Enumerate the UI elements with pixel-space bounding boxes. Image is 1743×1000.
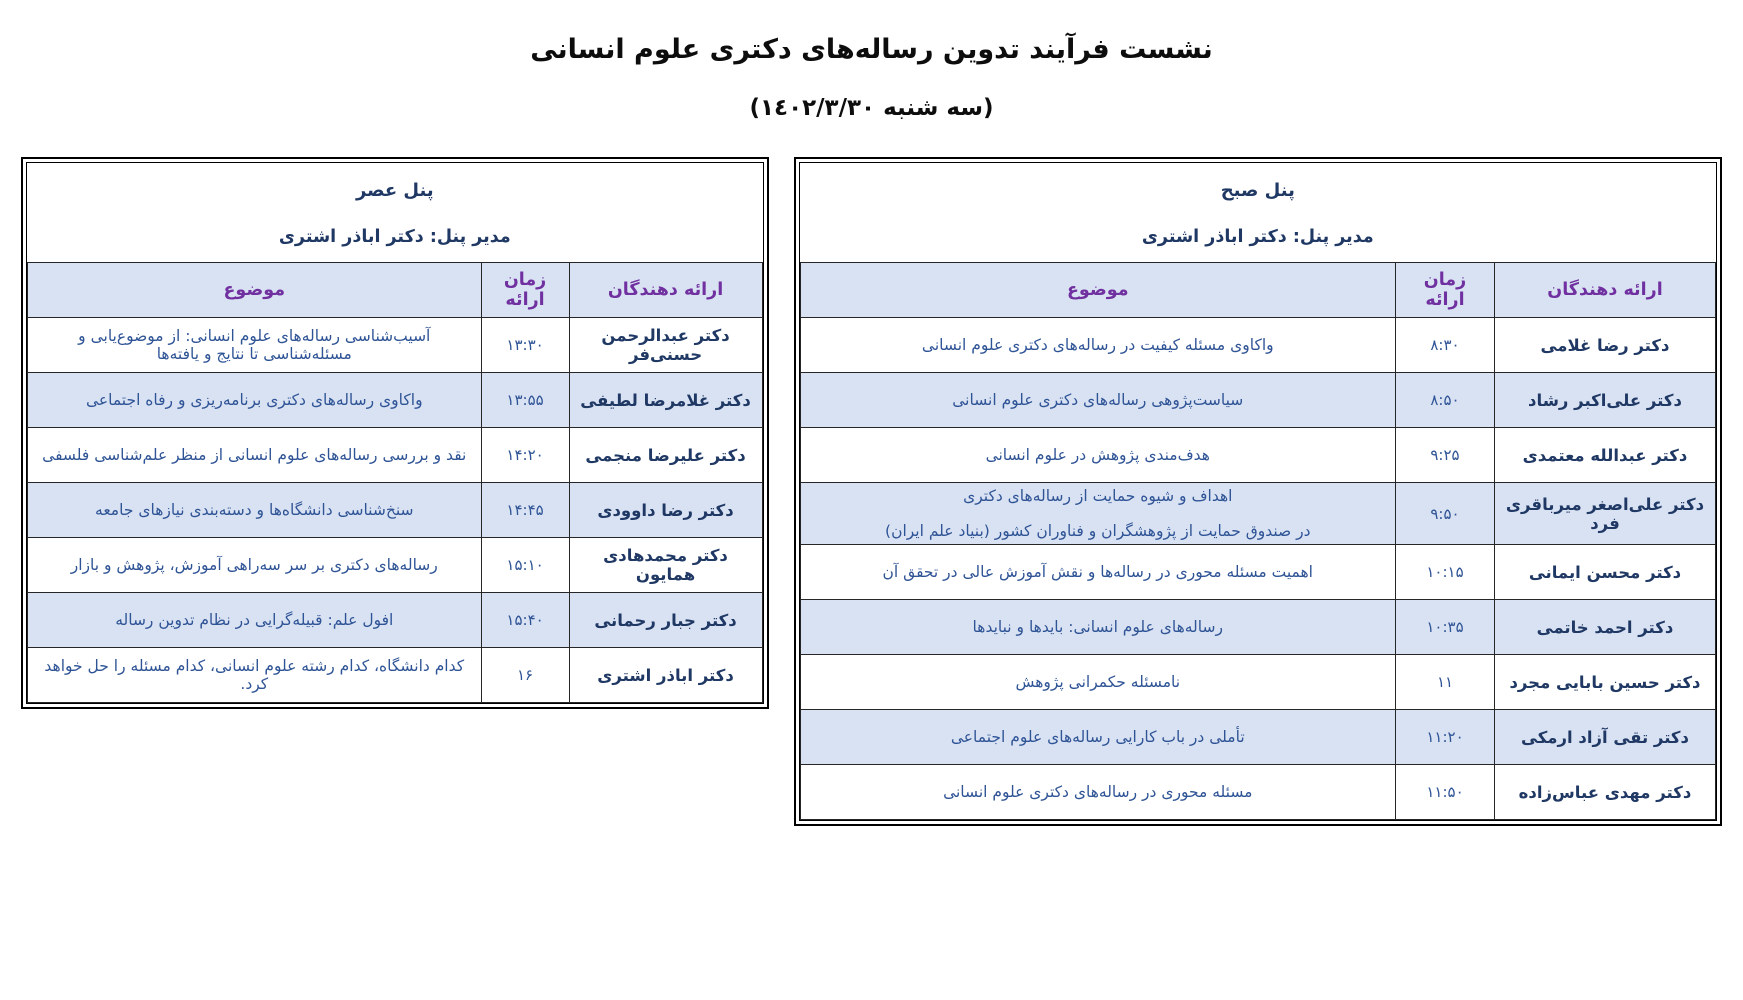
topic-cell bbox=[28, 593, 482, 648]
presenter-name: دکتر رضا غلامی bbox=[1495, 318, 1716, 373]
topic-cell bbox=[28, 428, 482, 483]
topic-text: نامسئله حکمرانی پژوهش bbox=[1015, 673, 1181, 691]
topic-cell bbox=[800, 655, 1395, 710]
topic-text: رساله‌های علوم انسانی: بایدها و نبایدها bbox=[972, 618, 1223, 636]
evening-panel-manager: مدیر پنل: دکتر اباذر اشتری bbox=[278, 227, 511, 247]
presentation-time: ۱۳:۵۵ bbox=[481, 373, 569, 428]
schedule-row bbox=[800, 600, 1715, 655]
topic-cell bbox=[28, 318, 482, 373]
topic-text: سیاست‌پژوهی رساله‌های دکتری علوم انسانی bbox=[952, 391, 1244, 409]
schedule-row bbox=[28, 648, 763, 703]
presenter-name: دکتر علی‌اکبر رشاد bbox=[1495, 373, 1716, 428]
presenter-name: دکتر عبدالرحمن حسنی‌فر bbox=[569, 318, 762, 373]
topic-text: اهمیت مسئله محوری در رساله‌ها و نقش آموزش عالی در تحقق آن bbox=[882, 563, 1313, 581]
document-header bbox=[21, 34, 1722, 121]
topic-text: آسیب‌شناسی رساله‌های علوم انسانی: از موضوع‌یابی و مسئله‌شناسی تا نتایج و یافته‌ها bbox=[78, 327, 431, 363]
presentation-time: ۱۰:۱۵ bbox=[1396, 545, 1495, 600]
evening-schedule-table bbox=[27, 262, 763, 703]
topic-text: سنخ‌شناسی دانشگاه‌ها و دسته‌بندی نیازهای جامعه bbox=[95, 501, 414, 519]
topic-cell bbox=[800, 545, 1395, 600]
morning-panel bbox=[794, 157, 1722, 826]
morning-schedule-table bbox=[800, 262, 1716, 820]
topic-cell bbox=[800, 710, 1395, 765]
schedule-row bbox=[800, 483, 1715, 545]
topic-text: کدام دانشگاه، کدام رشته علوم انسانی، کدام مسئله را حل خواهد کرد. bbox=[44, 657, 465, 693]
presenter-name: دکتر تقی آزاد ارمکی bbox=[1495, 710, 1716, 765]
presentation-time: ۱۵:۴۰ bbox=[481, 593, 569, 648]
presenter-name: دکتر رضا داوودی bbox=[569, 483, 762, 538]
schedule-row bbox=[800, 545, 1715, 600]
presentation-time: ۱۴:۴۵ bbox=[481, 483, 569, 538]
morning-table-body bbox=[800, 318, 1715, 820]
schedule-row bbox=[28, 428, 763, 483]
topic-column-header: موضوع bbox=[800, 263, 1395, 318]
presentation-time: ۱۵:۱۰ bbox=[481, 538, 569, 593]
morning-panel-frame bbox=[799, 162, 1717, 821]
presentation-time: ۱۶ bbox=[481, 648, 569, 703]
presentation-time: ۹:۵۰ bbox=[1396, 483, 1495, 545]
presenters-column-header: ارائه دهندگان bbox=[1495, 263, 1716, 318]
morning-panel-title: پنل صبح bbox=[1220, 180, 1295, 201]
topic-text: واکاوی مسئله کیفیت در رساله‌های دکتری علوم انسانی bbox=[921, 336, 1274, 354]
evening-panel bbox=[21, 157, 769, 709]
topic-cell bbox=[28, 648, 482, 703]
topic-text: اهداف و شیوه حمایت از رساله‌های دکتری bbox=[963, 487, 1233, 505]
presenter-name: دکتر جبار رحمانی bbox=[569, 593, 762, 648]
schedule-row bbox=[28, 483, 763, 538]
topic-text: واکاوی رساله‌های دکتری برنامه‌ریزی و رفاه اجتماعی bbox=[85, 391, 423, 409]
schedule-row bbox=[28, 373, 763, 428]
presenter-name: دکتر محمدهادی همایون bbox=[569, 538, 762, 593]
topic-cell bbox=[800, 318, 1395, 373]
topic-text: مسئله محوری در رساله‌های دکتری علوم انسانی bbox=[943, 783, 1253, 801]
presenter-name: دکتر احمد خاتمی bbox=[1495, 600, 1716, 655]
presenter-name: دکتر مهدی عباس‌زاده bbox=[1495, 765, 1716, 820]
topic-text: افول علم: قبیله‌گرایی در نظام تدوین رساله bbox=[115, 611, 394, 629]
evening-panel-title: پنل عصر bbox=[355, 180, 434, 201]
topic-cell bbox=[800, 765, 1395, 820]
presenter-name: دکتر محسن ایمانی bbox=[1495, 545, 1716, 600]
presenter-name: دکتر عبدالله معتمدی bbox=[1495, 428, 1716, 483]
presenters-column-header: ارائه دهندگان bbox=[569, 263, 762, 318]
schedule-row bbox=[28, 538, 763, 593]
presentation-time: ۱۳:۳۰ bbox=[481, 318, 569, 373]
presentation-time: ۱۱:۲۰ bbox=[1396, 710, 1495, 765]
presenter-name: دکتر حسین بابایی مجرد bbox=[1495, 655, 1716, 710]
schedule-row bbox=[800, 655, 1715, 710]
evening-panel-frame bbox=[26, 162, 764, 704]
topic-text: هدف‌مندی پژوهش در علوم انسانی bbox=[985, 446, 1210, 464]
page-title: نشست فرآیند تدوین رساله‌های دکتری علوم انسانی bbox=[530, 34, 1213, 65]
presentation-time: ۱۰:۳۵ bbox=[1396, 600, 1495, 655]
schedule-row bbox=[28, 593, 763, 648]
topic-text: در صندوق حمایت از پژوهشگران و فناوران کشور (بنیاد علم ایران) bbox=[885, 522, 1311, 540]
presentation-time: ۱۱ bbox=[1396, 655, 1495, 710]
schedule-row bbox=[800, 765, 1715, 820]
morning-panel-head bbox=[800, 163, 1716, 262]
time-column-header: زمان ارائه bbox=[481, 263, 569, 318]
schedule-row bbox=[800, 710, 1715, 765]
presentation-time: ۱۱:۵۰ bbox=[1396, 765, 1495, 820]
topic-cell bbox=[28, 483, 482, 538]
presentation-time: ۸:۵۰ bbox=[1396, 373, 1495, 428]
morning-panel-manager: مدیر پنل: دکتر اباذر اشتری bbox=[1141, 227, 1374, 247]
header-row bbox=[800, 263, 1715, 318]
topic-column-header: موضوع bbox=[28, 263, 482, 318]
topic-cell bbox=[800, 600, 1395, 655]
topic-cell bbox=[800, 373, 1395, 428]
presenter-name: دکتر علیرضا منجمی bbox=[569, 428, 762, 483]
presentation-time: ۸:۳۰ bbox=[1396, 318, 1495, 373]
panels-container bbox=[21, 157, 1722, 826]
presenter-name: دکتر اباذر اشتری bbox=[569, 648, 762, 703]
page-date: (سه شنبه ١٤٠٢/٣/٣٠) bbox=[749, 95, 994, 121]
schedule-row bbox=[800, 373, 1715, 428]
time-column-header: زمان ارائه bbox=[1396, 263, 1495, 318]
evening-panel-head bbox=[27, 163, 763, 262]
presenter-name: دکتر علی‌اصغر میرباقری فرد bbox=[1495, 483, 1716, 545]
presentation-time: ۱۴:۲۰ bbox=[481, 428, 569, 483]
schedule-row bbox=[800, 428, 1715, 483]
topic-cell bbox=[800, 428, 1395, 483]
schedule-row bbox=[28, 318, 763, 373]
topic-cell bbox=[800, 483, 1395, 545]
header-row bbox=[28, 263, 763, 318]
topic-text: تأملی در باب کارایی رساله‌های علوم اجتماعی bbox=[950, 728, 1245, 746]
topic-text: نقد و بررسی رساله‌های علوم انسانی از منظر علم‌شناسی فلسفی bbox=[42, 446, 467, 464]
topic-cell bbox=[28, 373, 482, 428]
schedule-row bbox=[800, 318, 1715, 373]
presenter-name: دکتر غلامرضا لطیفی bbox=[569, 373, 762, 428]
presentation-time: ۹:۲۵ bbox=[1396, 428, 1495, 483]
evening-table-body bbox=[28, 318, 763, 703]
topic-text: رساله‌های دکتری بر سر سه‌راهی آموزش، پژوهش و بازار bbox=[70, 556, 438, 574]
topic-cell bbox=[28, 538, 482, 593]
